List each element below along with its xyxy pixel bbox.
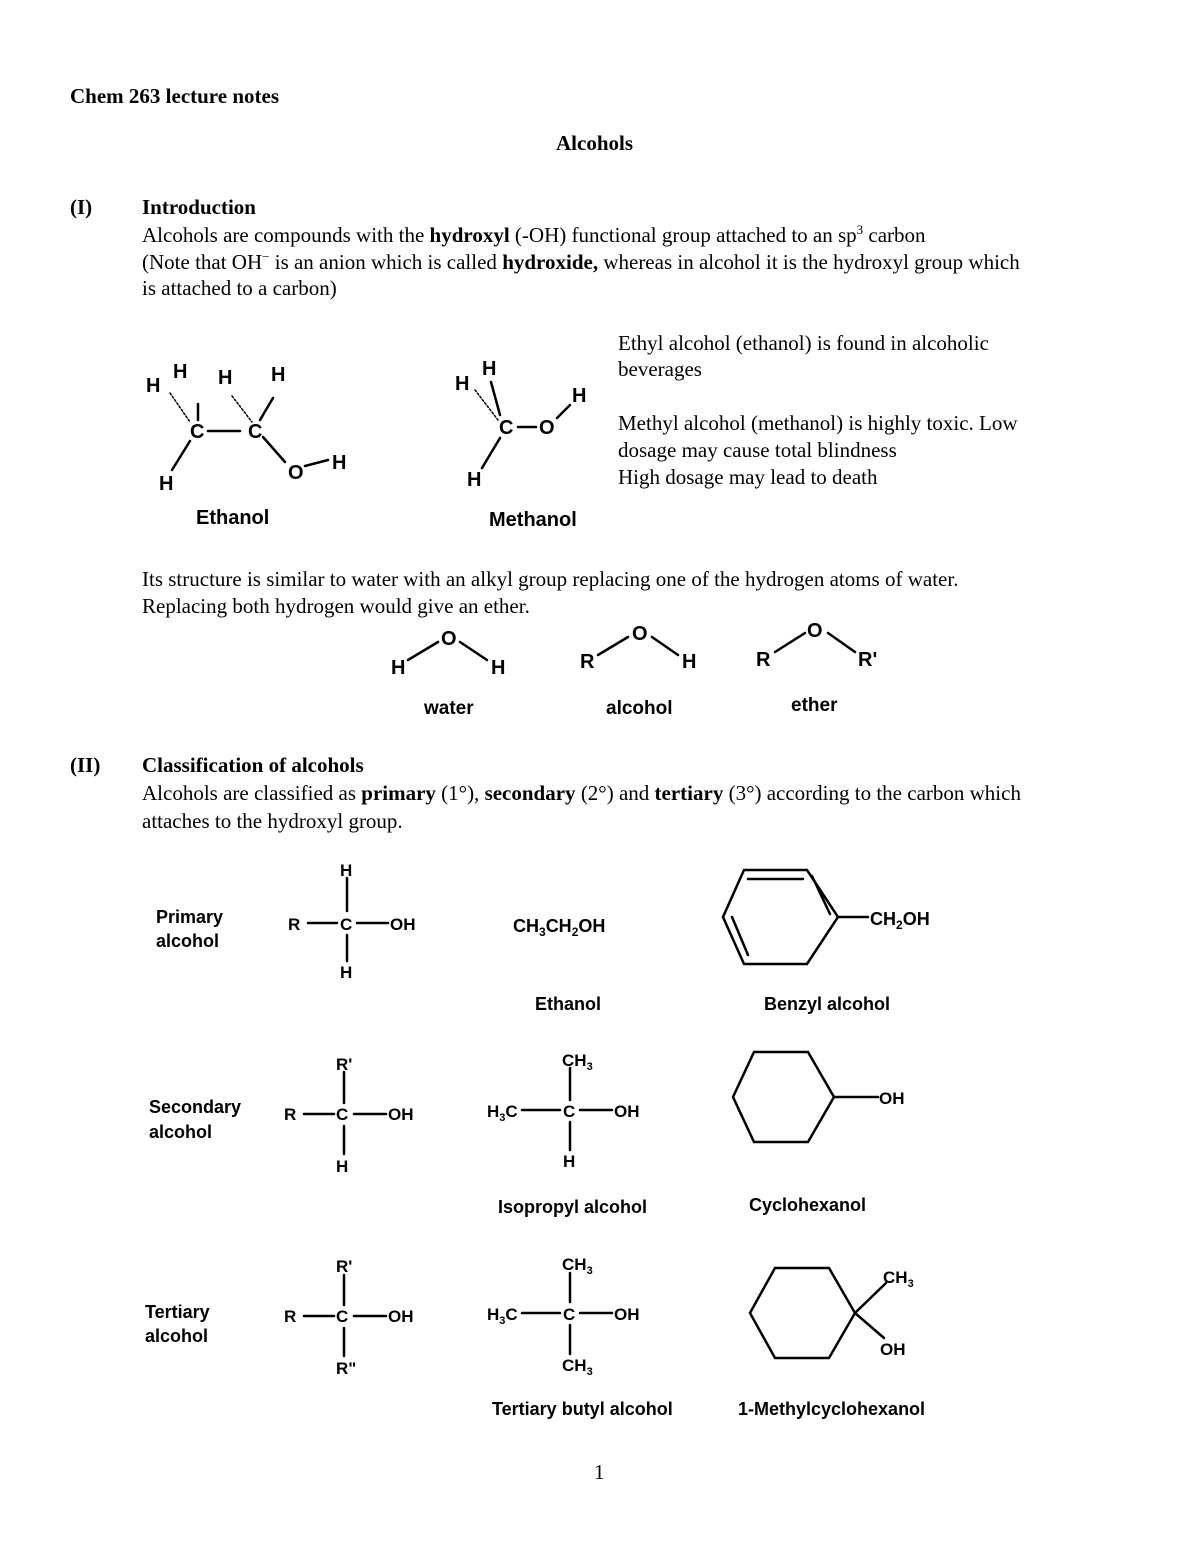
ch2oh-group: $CH_2OH$ (870, 909, 930, 932)
section-number-2: (II) (70, 753, 101, 777)
atom-r-prime: R' (336, 1055, 353, 1074)
intro-paragraph-line-3: is attached to a carbon) (142, 276, 337, 300)
structure-text-line-2: Replacing both hydrogen would give an ether. (142, 594, 530, 618)
atom-h: H (491, 657, 506, 679)
atom-c: C (340, 915, 353, 934)
atom-h: H (467, 469, 482, 491)
h3c-group: $H_3C$ (487, 1102, 518, 1124)
atom-h: H (482, 358, 497, 380)
atom-c: C (336, 1105, 349, 1124)
caption-ethanol: Ethanol (196, 507, 270, 529)
atom-o: O (288, 462, 304, 484)
caption-ether: ether (791, 695, 838, 716)
atom-o: O (441, 628, 457, 650)
page-number: 1 (594, 1460, 605, 1484)
page-title: Alcohols (556, 131, 634, 155)
atom-r: R (580, 651, 595, 673)
intro-paragraph-line-1: Alcohols are compounds with the hydroxyl (-OH) functional group attached to an $sp^3$ carbon (142, 222, 926, 247)
side-note-line: beverages (618, 357, 702, 381)
atom-r-prime: R' (858, 649, 878, 671)
atom-r-double-prime: R" (336, 1359, 357, 1378)
side-note-line: Methyl alcohol (methanol) is highly toxic. Low (618, 411, 1018, 435)
atom-oh: OH (614, 1305, 640, 1324)
h3c-group: $H_3C$ (487, 1305, 518, 1327)
classification-paragraph-line-1: Alcohols are classified as primary (1°), secondary (2°) and tertiary (3°) according to the carbon which (142, 781, 1021, 805)
atom-c: C (336, 1307, 349, 1326)
atom-r: R (288, 915, 301, 934)
atom-h: H (173, 361, 188, 383)
atom-oh: OH (388, 1105, 414, 1124)
label-tertiary-alcohol: alcohol (145, 1326, 209, 1346)
atom-oh: OH (879, 1089, 905, 1108)
section-heading-classification: Classification of alcohols (142, 753, 364, 777)
ch3-group: $CH_3$ (562, 1051, 593, 1073)
atom-h: H (455, 373, 470, 395)
atom-h: H (336, 1157, 349, 1176)
section-number-1: (I) (70, 195, 93, 219)
caption-1-methylcyclohexanol: 1-Methylcyclohexanol (738, 1399, 926, 1419)
atom-r-prime: R' (336, 1257, 353, 1276)
atom-h: H (682, 651, 697, 673)
caption-methanol: Methanol (489, 509, 577, 531)
atom-c: C (190, 421, 205, 443)
caption-tertiary-butyl-alcohol: Tertiary butyl alcohol (492, 1399, 673, 1419)
atom-r: R (284, 1105, 297, 1124)
atom-r: R (756, 649, 771, 671)
atom-o: O (539, 417, 555, 439)
ethanol-condensed-formula: $CH_3CH_2OH$ (513, 916, 606, 939)
atom-c: C (499, 417, 514, 439)
side-note-line: Ethyl alcohol (ethanol) is found in alcoholic (618, 331, 989, 355)
atom-h: H (146, 375, 161, 397)
caption-ethanol-2: Ethanol (535, 994, 601, 1014)
methanol-structure (475, 382, 570, 468)
label-primary-alcohol: alcohol (156, 931, 220, 951)
side-note-line: dosage may cause total blindness (618, 438, 897, 462)
label-primary: Primary (156, 907, 224, 927)
label-secondary: Secondary (149, 1097, 242, 1117)
caption-alcohol: alcohol (606, 698, 673, 719)
ch3-group: $CH_3$ (562, 1356, 593, 1378)
atom-c: C (563, 1102, 576, 1121)
atom-o: O (632, 623, 648, 645)
atom-c: C (248, 421, 263, 443)
atom-h: H (159, 473, 174, 495)
atom-o: O (807, 620, 823, 642)
cyclohexane-ring (733, 1052, 878, 1142)
intro-paragraph-line-2: (Note that OH− is an anion which is called hydroxide, whereas in alcohol it is the hydroxyl group which (142, 249, 1020, 274)
classification-paragraph-line-2: attaches to the hydroxyl group. (142, 809, 403, 833)
atom-h: H (332, 452, 347, 474)
side-note-line: High dosage may lead to death (618, 465, 878, 489)
label-secondary-alcohol: alcohol (149, 1122, 213, 1142)
atom-oh: OH (388, 1307, 414, 1326)
section-heading-intro: Introduction (142, 195, 256, 219)
ch3-group: $CH_3$ (883, 1268, 914, 1290)
caption-cyclohexanol: Cyclohexanol (749, 1195, 867, 1215)
caption-water: water (424, 698, 474, 719)
atom-h: H (340, 861, 353, 880)
structure-text-line-1: Its structure is similar to water with an alkyl group replacing one of the hydrogen atoms of water. (142, 567, 959, 591)
atom-oh: OH (390, 915, 416, 934)
atom-r: R (284, 1307, 297, 1326)
atom-h: H (391, 657, 406, 679)
caption-isopropyl-alcohol: Isopropyl alcohol (498, 1197, 648, 1217)
methylcyclohexane-ring (750, 1268, 886, 1358)
benzene-ring (723, 870, 868, 964)
ch3-group: $CH_3$ (562, 1255, 593, 1277)
atom-h: H (271, 364, 286, 386)
caption-benzyl-alcohol: Benzyl alcohol (764, 994, 891, 1014)
atom-h: H (340, 963, 353, 982)
label-tertiary: Tertiary (145, 1302, 210, 1322)
atom-h: H (563, 1152, 576, 1171)
atom-oh: OH (614, 1102, 640, 1121)
course-title: Chem 263 lecture notes (70, 84, 279, 108)
atom-oh: OH (880, 1340, 906, 1359)
atom-h: H (572, 385, 587, 407)
atom-h: H (218, 367, 233, 389)
atom-c: C (563, 1305, 576, 1324)
